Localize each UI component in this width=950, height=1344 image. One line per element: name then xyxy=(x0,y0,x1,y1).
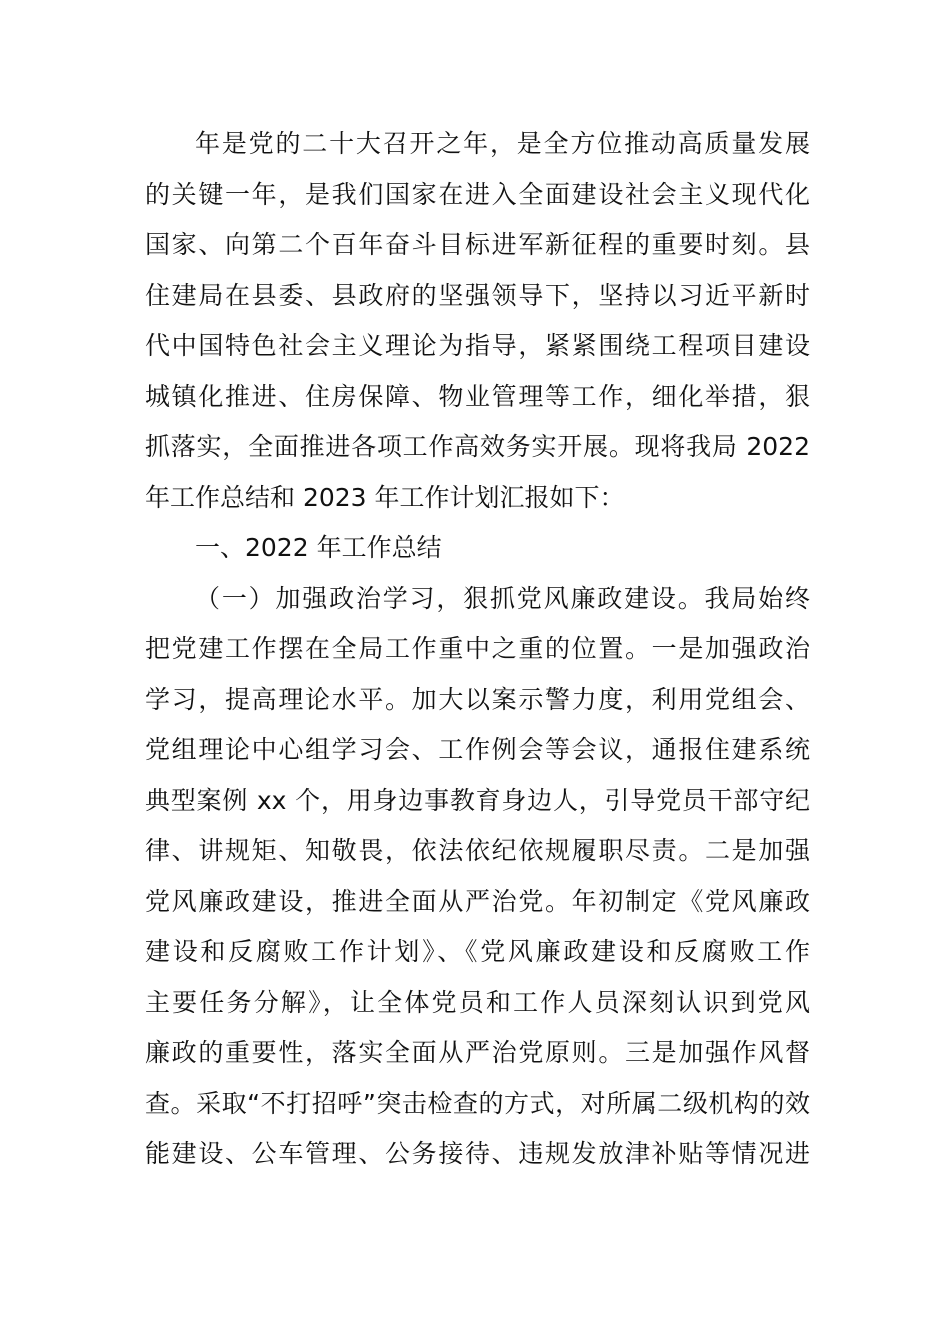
paragraph-line: 党风廉政建设，推进全面从严治党。年初制定《党风廉政 xyxy=(145,886,810,916)
paragraph-line: 能建设、公车管理、公务接待、违规发放津补贴等情况进 xyxy=(145,1139,810,1168)
paragraph-line: 党组理论中心组学习会、工作例会等会议，通报住建系统 xyxy=(145,735,810,764)
paragraph-line: 的关键一年，是我们国家在进入全面建设社会主义现代化 xyxy=(145,179,810,209)
paragraph-line: 年工作总结和 2023 年工作计划汇报如下： xyxy=(145,482,625,512)
paragraph-line: 国家、向第二个百年奋斗目标进军新征程的重要时刻。县 xyxy=(145,230,810,259)
paragraph-line: （一）加强政治学习，狠抓党风廉政建设。我局始终 xyxy=(195,583,810,613)
section-heading: 一、2022 年工作总结 xyxy=(195,533,442,562)
paragraph-line: 住建局在县委、县政府的坚强领导下，坚持以习近平新时 xyxy=(145,280,810,310)
paragraph-line: 代中国特色社会主义理论为指导，紧紧围绕工程项目建设 xyxy=(145,331,810,360)
paragraph-line: 律、讲规矩、知敬畏，依法依纪依规履职尽责。二是加强 xyxy=(145,836,810,865)
paragraph-line: 典型案例 xx 个，用身边事教育身边人，引导党员干部守纪 xyxy=(145,785,810,815)
paragraph-line: 廉政的重要性，落实全面从严治党原则。三是加强作风督 xyxy=(145,1038,810,1067)
paragraph-line: 主要任务分解》，让全体党员和工作人员深刻认识到党风 xyxy=(145,987,810,1017)
paragraph-line: 查。采取“不打招呼”突击检查的方式，对所属二级机构的效 xyxy=(145,1088,810,1118)
paragraph-line: 年是党的二十大召开之年，是全方位推动高质量发展 xyxy=(195,129,810,158)
document-body xyxy=(145,119,810,1180)
paragraph-line: 学习，提高理论水平。加大以案示警力度，利用党组会、 xyxy=(145,684,810,714)
paragraph-line: 建设和反腐败工作计划》、《党风廉政建设和反腐败工作 xyxy=(145,937,810,966)
paragraph-line: 城镇化推进、住房保障、物业管理等工作，细化举措，狠 xyxy=(145,381,810,411)
paragraph-line: 把党建工作摆在全局工作重中之重的位置。一是加强政治 xyxy=(145,634,810,663)
paragraph-line: 抓落实，全面推进各项工作高效务实开展。现将我局 2022 xyxy=(145,432,810,461)
